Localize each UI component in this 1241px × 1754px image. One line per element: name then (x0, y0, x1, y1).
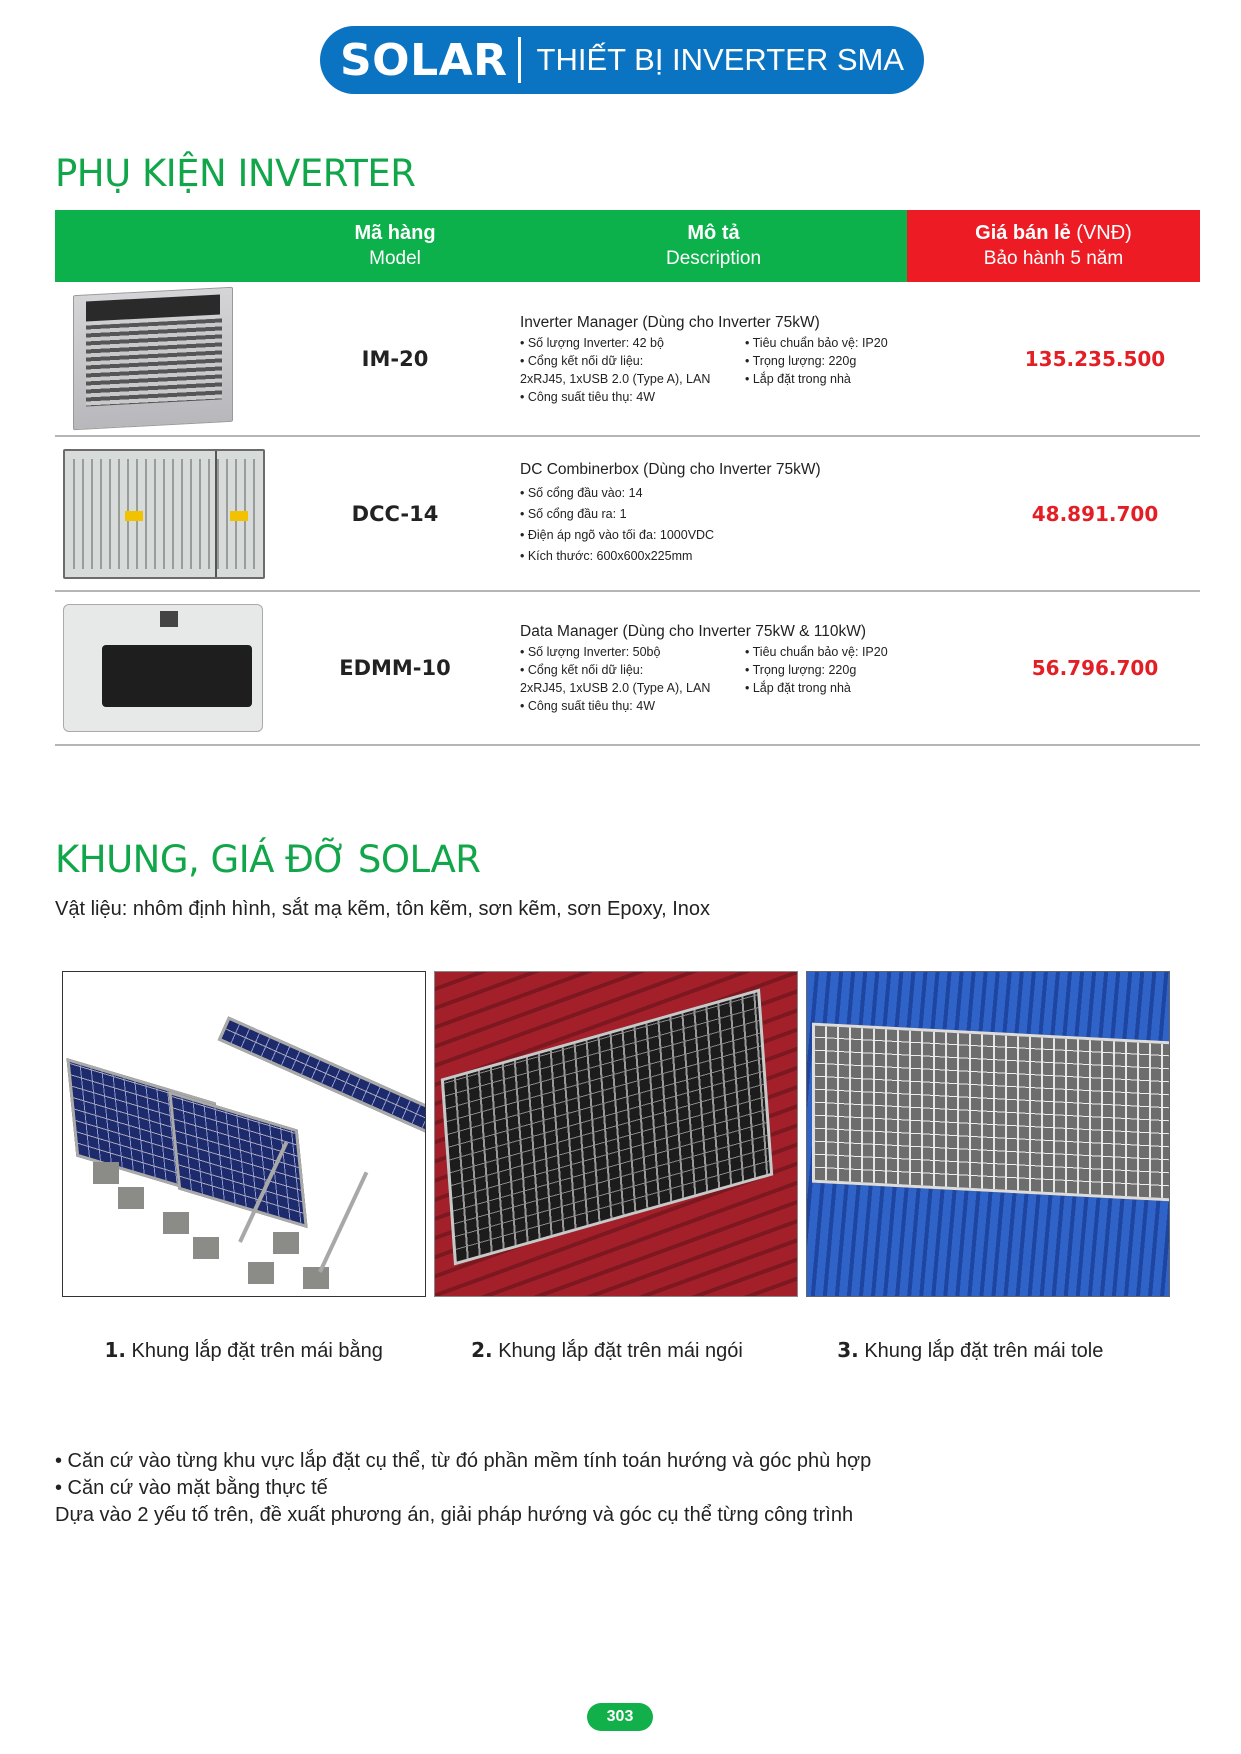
tile-roof-mount-image (434, 971, 798, 1297)
product-desc-title: DC Combinerbox (Dùng cho Inverter 75kW) (520, 460, 821, 478)
table-row (55, 437, 1200, 592)
inverter-manager-image (73, 287, 233, 430)
product-description (520, 623, 970, 713)
spec-item: • Lắp đặt trong nhà (745, 681, 851, 695)
table-header-image-col (55, 210, 270, 282)
header-desc-subtitle: Description (665, 248, 762, 269)
header-model-title: Mã hàng (354, 222, 436, 244)
installation-notes (55, 1448, 871, 1529)
table-header-description (520, 210, 907, 282)
product-desc-title: Inverter Manager (Dùng cho Inverter 75kW) (520, 313, 820, 331)
table-header (55, 210, 1200, 282)
mounting-photos (62, 971, 1170, 1297)
header-price-title: Giá bán lẻ (975, 222, 1071, 244)
spec-item: • Công suất tiêu thụ: 4W (520, 699, 656, 713)
note-line: Dựa vào 2 yếu tố trên, đề xuất phương án, giải pháp hướng và góc cụ thể từng công trình (55, 1504, 854, 1526)
spec-item: • Trọng lượng: 220g (745, 353, 857, 368)
spec-item: • Cổng kết nối dữ liệu: (520, 663, 644, 677)
product-desc-title: Data Manager (Dùng cho Inverter 75kW & 110kW) (520, 623, 867, 640)
spec-item: 2xRJ45, 1xUSB 2.0 (Type A), LAN (520, 371, 711, 386)
spec-item: • Kích thước: 600x600x225mm (520, 548, 693, 563)
table-row (55, 592, 1200, 746)
spec-item: 2xRJ45, 1xUSB 2.0 (Type A), LAN (520, 681, 711, 695)
spec-item: • Số lượng Inverter: 50bộ (520, 645, 661, 659)
section-title-solar-mounting: KHUNG, GIÁ ĐỠ SOLAR (55, 838, 481, 881)
spec-item (745, 699, 965, 713)
spec-item: • Điện áp ngõ vào tối đa: 1000VDC (520, 527, 715, 542)
caption-metal-roof: 3. Khung lắp đặt trên mái tole (837, 1338, 1104, 1362)
section-title-inverter-accessories: PHỤ KIỆN INVERTER (55, 152, 416, 195)
page-number: 303 (587, 1703, 653, 1731)
header-brand: SOLAR (339, 34, 508, 86)
table-header-model (270, 210, 520, 282)
spec-item: • Tiêu chuẩn bảo vệ: IP20 (745, 645, 888, 659)
caption-flat-roof: 1. Khung lắp đặt trên mái bằng (104, 1338, 383, 1362)
spec-item: • Số cổng đầu ra: 1 (520, 506, 627, 521)
spec-item: • Lắp đặt trong nhà (745, 371, 851, 386)
data-manager-image (63, 604, 263, 732)
spec-item: • Trọng lượng: 220g (745, 663, 857, 677)
header-divider (518, 37, 521, 83)
product-model: EDMM-10 (339, 656, 451, 680)
spec-item: • Số cổng đầu vào: 14 (520, 485, 643, 500)
header-subtitle: THIẾT BỊ INVERTER SMA (536, 42, 905, 77)
page-header-banner (320, 26, 924, 94)
caption-tile-roof: 2. Khung lắp đặt trên mái ngói (471, 1338, 743, 1362)
product-description (520, 461, 970, 567)
spec-item: • Cổng kết nối dữ liệu: (520, 353, 644, 368)
table-header-price (907, 210, 1200, 282)
table-row (55, 282, 1200, 437)
metal-roof-mount-image (806, 971, 1170, 1297)
spec-item (745, 390, 965, 404)
spec-item: • Công suất tiêu thụ: 4W (520, 389, 656, 404)
header-price-unit: (VNĐ) (1076, 222, 1132, 244)
flat-roof-mount-image (62, 971, 426, 1297)
product-description (520, 314, 970, 404)
product-price: 56.796.700 (1031, 656, 1159, 680)
product-model: DCC-14 (351, 501, 439, 526)
header-desc-title: Mô tả (687, 222, 740, 244)
header-model-subtitle: Model (369, 248, 421, 269)
note-line: • Căn cứ vào mặt bằng thực tế (55, 1477, 328, 1499)
dc-combinerbox-image (63, 449, 265, 579)
mounting-captions (62, 1338, 1152, 1363)
product-price: 48.891.700 (1031, 501, 1159, 526)
note-line: • Căn cứ vào từng khu vực lắp đặt cụ thể, từ đó phần mềm tính toán hướng và góc phù hợp (55, 1450, 872, 1472)
header-price-warranty: Bảo hành 5 năm (983, 248, 1124, 269)
accessories-table (55, 210, 1200, 746)
product-model: IM-20 (361, 346, 429, 371)
spec-item: • Số lượng Inverter: 42 bộ (520, 335, 664, 350)
product-price: 135.235.500 (1024, 346, 1166, 371)
spec-item: • Tiêu chuẩn bảo vệ: IP20 (745, 335, 888, 350)
materials-text: Vật liệu: nhôm định hình, sắt mạ kẽm, tôn kẽm, sơn kẽm, sơn Epoxy, Inox (55, 898, 711, 920)
